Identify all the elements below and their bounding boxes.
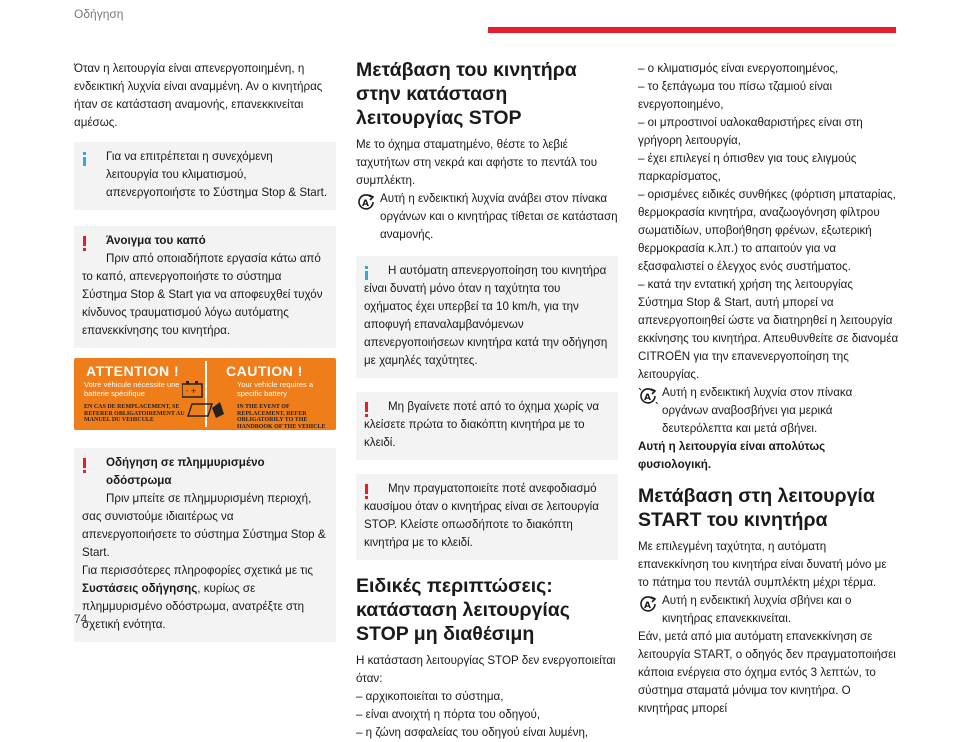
warning-text: Μην πραγματοποιείτε ποτέ ανεφοδιασμό καυσίμου όταν ο κινητήρας είναι σε λειτουργία STOP. Κλείστε οπωσδήποτε το διακόπτη κινητήρα με το κλειδί. <box>364 482 599 549</box>
list-item: – αρχικοποιείται το σύστημα, <box>356 690 504 703</box>
warning-title: Οδήγηση σε πλημμυρισμένο οδόστρωμα <box>106 456 265 487</box>
warning-more-end: , κυρίως σε πλημμυρισμένο οδόστρωμα, ανατρέξτε στη σχετική ενότητα. <box>82 582 305 631</box>
warning-box <box>74 226 336 348</box>
label-en-text: Your vehicle requires a specific battery <box>237 380 314 398</box>
driving-advice-link[interactable]: Συστάσεις οδήγησης <box>82 582 198 595</box>
page-number: 74 <box>74 612 88 626</box>
info-icon <box>83 152 86 166</box>
column-1 <box>74 60 336 652</box>
warning-box <box>356 392 618 460</box>
warning-box <box>74 448 336 642</box>
warning-text: Μη βγαίνετε ποτέ από το όχημα χωρίς να κλείσετε πρώτα το διακόπτη κινητήρα με το κλειδί. <box>364 400 600 449</box>
label-fr-text: Votre véhicule nécessite une batterie spécifique <box>84 380 180 398</box>
warning-icon <box>365 402 368 417</box>
section-heading: Μετάβαση του κινητήρα στην κατάσταση λειτουργίας STOP <box>356 59 577 129</box>
list-item: – έχει επιλεγεί η όπισθεν για τους ελιγμούς παρκαρίσματος, <box>638 152 857 183</box>
warning-title: Άνοιγμα του καπό <box>106 234 206 247</box>
indicator-line <box>356 190 618 244</box>
info-box <box>74 142 336 210</box>
list-item: – το ξεπάγωμα του πίσω τζαμιού είναι ενεργοποιημένο, <box>638 80 833 111</box>
label-en-bold: IN THE EVENT OF REPLACEMENT, REFER OBLIGATORILY TO THE HANDBOOK OF THE VEHICLE <box>237 404 326 430</box>
section-heading: Μετάβαση στη λειτουργία START του κινητήρα <box>638 485 875 531</box>
warning-text: Πριν μπείτε σε πλημμυρισμένη περιοχή, σας συνιστούμε ιδιαιτέρως να απενεργοποιήσετε το σύστημα Σύστημα Stop & Start. <box>82 492 326 559</box>
svg-text:A: A <box>644 601 651 611</box>
list-item: – οι μπροστινοί υαλοκαθαριστήρες είναι στη γρήγορη λειτουργία, <box>638 116 863 147</box>
header-accent-bar <box>488 27 896 33</box>
label-attention: ATTENTION ! <box>86 363 180 379</box>
list-item: – είναι ανοιχτή η πόρτα του οδηγού, <box>356 708 541 721</box>
svg-text:A: A <box>362 199 369 209</box>
indicator-text: Αυτή η ενδεικτική λυχνία ανάβει στον πίνακα οργάνων και ο κινητήρας τίθεται σε κατάσταση αναμονής. <box>380 192 618 241</box>
paragraph: Η κατάσταση λειτουργίας STOP δεν ενεργοποιείται όταν: <box>356 654 616 685</box>
indicator-line <box>638 384 900 438</box>
warning-text: Πριν από οποιαδήποτε εργασία κάτω από το καπό, απενεργοποιήστε το σύστημα Σύστημα Stop & Start για να αποφευχθεί τυχόν κίνδυνος τραυματισμού λόγω αυτόματης επανεκκίνησης του κινητήρα. <box>82 252 323 337</box>
battery-book-icon <box>182 378 230 420</box>
stop-start-flashing-icon <box>638 387 658 405</box>
indicator-text: Αυτή η ενδεικτική λυχνία σβήνει και ο κινητήρας επανεκκινείται. <box>662 594 852 625</box>
warning-more-text: Για περισσότερες πληροφορίες σχετικά με τις <box>82 564 313 577</box>
section-title: Οδήγηση <box>74 7 124 21</box>
paragraph: Όταν η λειτουργία είναι απενεργοποιημένη, η ενδεικτική λυχνία είναι αναμμένη. Αν ο κινητήρας ήταν σε κατάσταση αναμονής, επανεκκινείται αμέσως. <box>74 62 323 129</box>
list-item: – ο κλιματισμός είναι ενεργοποιημένος, <box>638 62 839 75</box>
warning-icon <box>83 458 86 473</box>
paragraph: Με το όχημα σταματημένο, θέστε το λεβιέ ταχυτήτων στη νεκρά και αφήστε το πεντάλ του συμπλέκτη. <box>356 138 598 187</box>
column-2 <box>356 58 618 742</box>
warning-icon <box>83 236 86 251</box>
warning-more <box>82 562 328 634</box>
list-item: – ορισμένες ειδικές συνθήκες (φόρτιση μπαταρίας, θερμοκρασία κινητήρα, αναζωογόνηση φίλτρου σωματιδίων, υποβοήθηση φρένων, εξωτερική θερμοκρασία κ.λπ.) το απαιτούν για να εξασφαλιστεί ο έλεγχος ενός συστήματος. <box>638 188 896 273</box>
indicator-text: Αυτή η ενδεικτική λυχνία στον πίνακα οργάνων αναβοσβήνει για μερικά δευτερόλεπτα και μετά σβήνει. <box>662 386 853 435</box>
battery-warning-label <box>74 358 336 430</box>
paragraph: Με επιλεγμένη ταχύτητα, η αυτόματη επανεκκίνηση του κινητήρα είναι δυνατή μόνο με το πάτημα του πεντάλ συμπλέκτη μέχρι τέρμα. <box>638 540 887 589</box>
list-item: – κατά την εντατική χρήση της λειτουργίας Σύστημα Stop & Start, αυτή μπορεί να απενεργοποιηθεί ώστε να διατηρηθεί η λειτουργία εκκίνησης του κινητήρα. Απευθυνθείτε σε διανομέα CITROËN για την επανενεργοποίηση της λειτουργίας. <box>638 278 899 381</box>
info-text: Για να επιτρέπεται η συνεχόμενη λειτουργία του κλιματισμού, απενεργοποιήστε το Σύστημα Stop & Start. <box>106 150 328 199</box>
column-3 <box>638 60 900 718</box>
warning-box <box>356 474 618 560</box>
list-item: – η ζώνη ασφαλείας του οδηγού είναι λυμένη, <box>356 726 589 739</box>
label-caution: CAUTION ! <box>226 363 303 379</box>
stop-start-indicator-icon <box>356 193 376 211</box>
section-heading: Ειδικές περιπτώσεις: κατάσταση λειτουργίας STOP μη διαθέσιμη <box>356 575 570 645</box>
info-icon <box>365 266 368 280</box>
stop-start-indicator-icon <box>638 595 658 613</box>
paragraph: Εάν, μετά από μια αυτόματη επανεκκίνηση σε λειτουργία START, ο οδηγός δεν πραγματοποιήσει κάποια ενέργεια στο όχημα εντός 3 λεπτών, το σύστημα σταματά μόνιμα τον κινητήρα. Ο κινητήρας μπορεί <box>638 630 896 715</box>
warning-icon <box>365 484 368 499</box>
svg-text:- +: - + <box>186 387 197 395</box>
info-box <box>356 256 618 378</box>
svg-text:A: A <box>644 393 651 403</box>
label-fr-bold: EN CAS DE REMPLACEMENT, SE REFERER OBLIGATOIREMENT AU MANUEL DU VEHICULE <box>84 404 185 423</box>
indicator-line <box>638 592 900 628</box>
info-text: Η αυτόματη απενεργοποίηση του κινητήρα είναι δυνατή μόνο όταν η ταχύτητα του οχήματος έχει υπερβεί τα 10 km/h, για την αποφυγή επαναλαμβανόμενων απενεργοποιήσεων κινητήρα κατά την οδήγηση με χαμηλές ταχύτητες. <box>364 264 608 367</box>
indicator-note: Αυτή η λειτουργία είναι απολύτως φυσιολογική. <box>638 440 826 471</box>
